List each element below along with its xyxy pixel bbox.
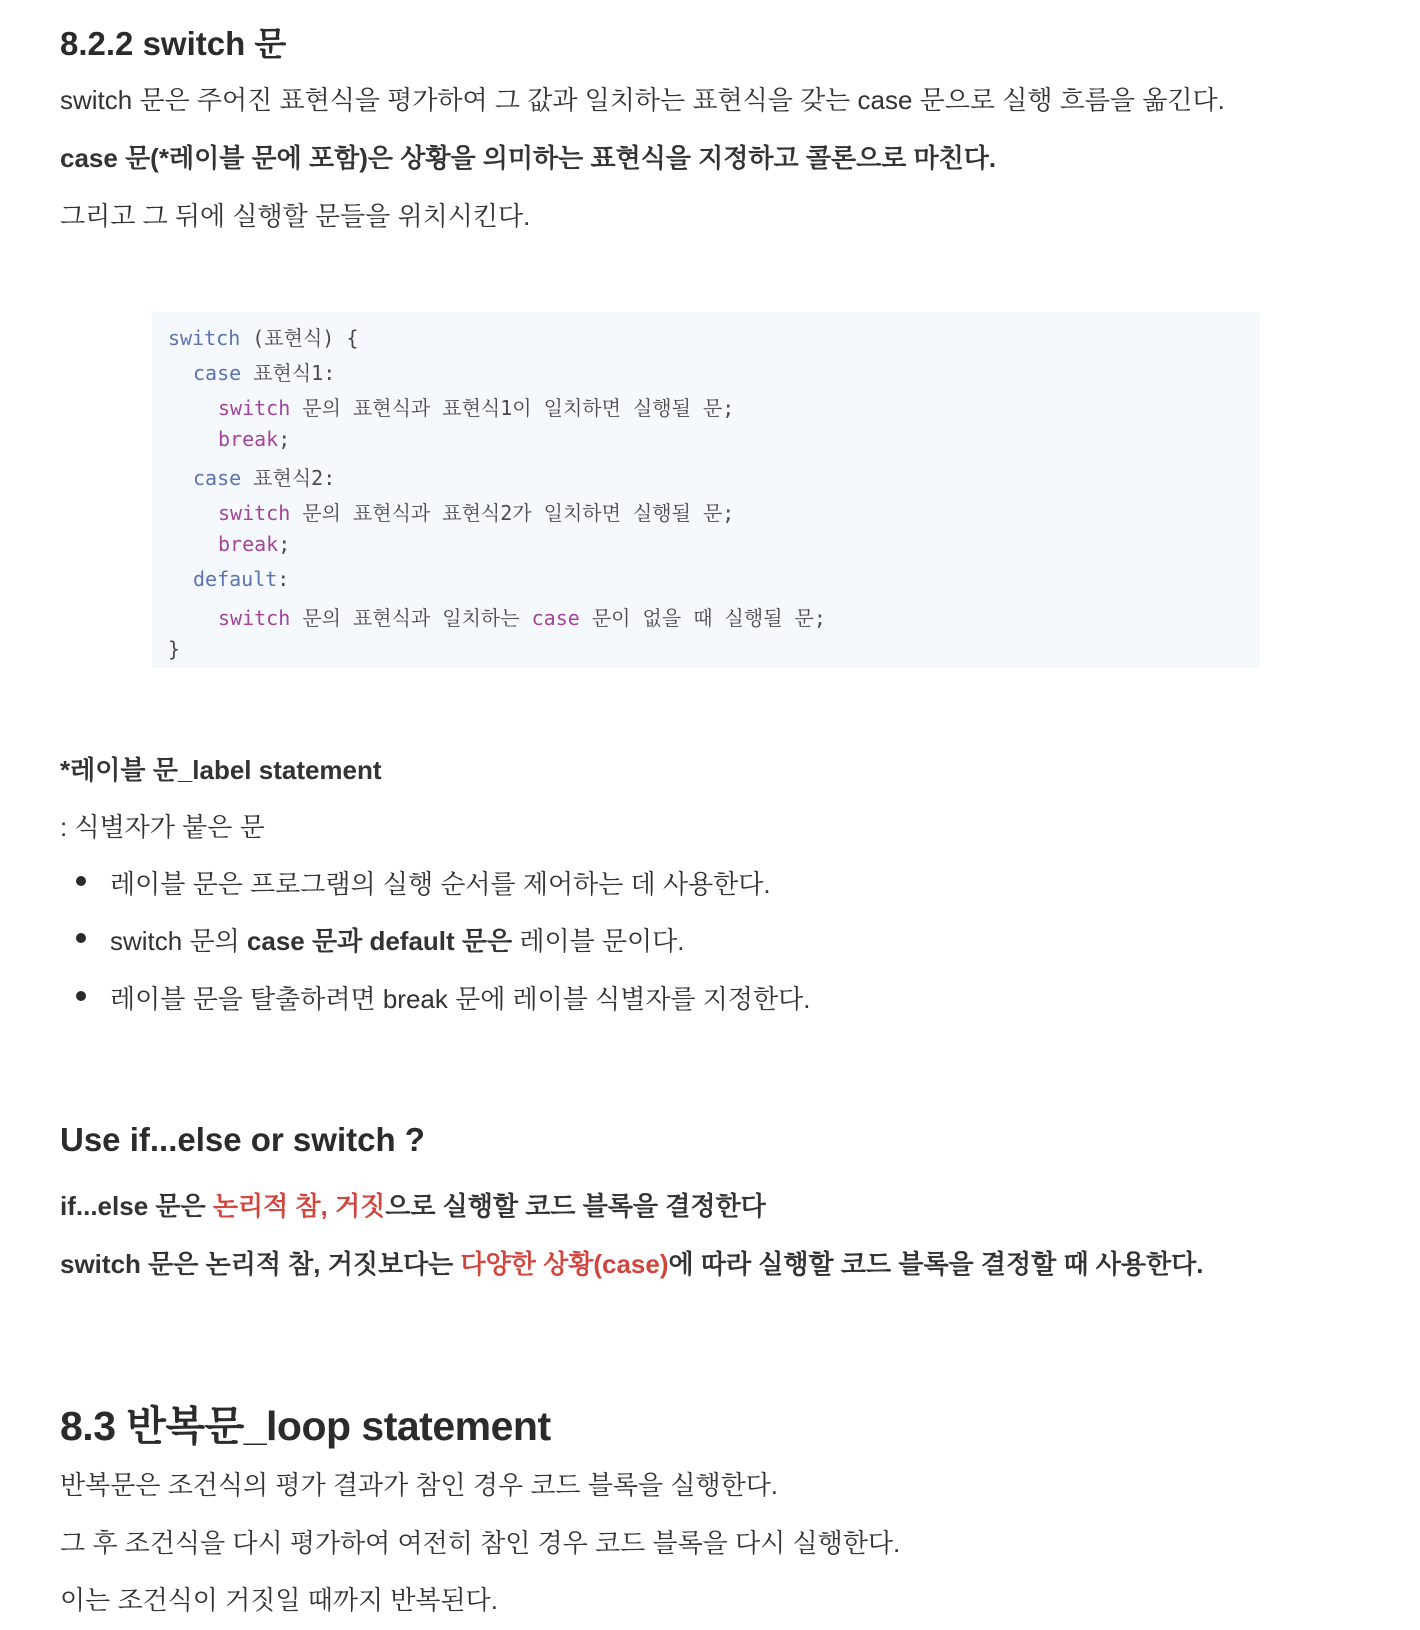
code-text: (표현식) { bbox=[240, 326, 359, 350]
if-else-text-end: 으로 실행할 코드 블록을 결정한다 bbox=[385, 1191, 766, 1221]
label-statement-title: *레이블 문_label statement bbox=[60, 755, 382, 785]
label-statement-definition: : 식별자가 붙은 문 bbox=[60, 812, 265, 842]
code-line-7 bbox=[218, 532, 290, 556]
code-text: ; bbox=[278, 532, 291, 556]
code-keyword: default bbox=[193, 567, 278, 591]
code-keyword: case bbox=[193, 466, 242, 490]
code-text: 문의 표현식과 표현식1이 일치하면 실행될 문; bbox=[290, 396, 735, 420]
bullet-item-2 bbox=[110, 921, 685, 958]
code-text: 문의 표현식과 표현식2가 일치하면 실행될 문; bbox=[290, 501, 735, 525]
bullet-2-text-end: 레이블 문이다. bbox=[512, 926, 685, 956]
paragraph-following-statements: 그리고 그 뒤에 실행할 문들을 위치시킨다. bbox=[60, 201, 531, 231]
bullet-2-bold-text: case 문과 default 문은 bbox=[246, 926, 513, 956]
code-line-6 bbox=[218, 497, 734, 526]
code-keyword: case bbox=[531, 606, 580, 630]
paragraph-case-statement: case 문(*레이블 문에 포함)은 상황을 의미하는 표현식을 지정하고 콜론으로 마친다. bbox=[60, 143, 997, 173]
code-keyword: break bbox=[218, 427, 279, 451]
code-text: 문의 표현식과 일치하는 bbox=[290, 606, 532, 630]
code-keyword: case bbox=[193, 361, 242, 385]
section-heading-8-3: 8.3 반복문_loop statement bbox=[60, 1403, 551, 1449]
code-keyword: switch bbox=[218, 396, 291, 420]
code-keyword: break bbox=[218, 532, 279, 556]
paragraph-switch-usage bbox=[60, 1244, 1204, 1281]
bullet-dot bbox=[76, 876, 86, 886]
code-line-2 bbox=[193, 357, 335, 386]
section-heading-use-if-else-or-switch: Use if...else or switch ? bbox=[60, 1121, 425, 1158]
code-text: ; bbox=[278, 427, 291, 451]
code-keyword: switch bbox=[218, 501, 291, 525]
paragraph-switch-intro: switch 문은 주어진 표현식을 평가하여 그 값과 일치하는 표현식을 갖는 case 문으로 실행 흐름을 옮긴다. bbox=[60, 85, 1225, 115]
switch-usage-text-end: 에 따라 실행할 코드 블록을 결정할 때 사용한다. bbox=[668, 1249, 1204, 1279]
bullet-2-text: switch 문의 bbox=[110, 926, 247, 956]
bullet-dot bbox=[76, 991, 86, 1001]
bullet-item-1: 레이블 문은 프로그램의 실행 순서를 제어하는 데 사용한다. bbox=[110, 869, 771, 899]
switch-usage-text: switch 문은 논리적 참, 거짓보다는 bbox=[60, 1249, 461, 1279]
code-line-1 bbox=[168, 322, 358, 351]
code-line-9 bbox=[218, 602, 826, 631]
code-text: : bbox=[277, 567, 290, 591]
paragraph-if-else bbox=[60, 1186, 766, 1223]
code-keyword: switch bbox=[218, 606, 291, 630]
bullet-dot bbox=[76, 933, 86, 943]
section-heading-8-2-2: 8.2.2 switch 문 bbox=[60, 25, 287, 62]
code-line-10: } bbox=[168, 637, 181, 661]
code-line-3 bbox=[218, 392, 734, 421]
code-keyword: switch bbox=[168, 326, 241, 350]
highlight-various-cases: 다양한 상황(case) bbox=[460, 1249, 669, 1279]
code-text: 문이 없을 때 실행될 문; bbox=[579, 606, 826, 630]
code-text: 표현식1: bbox=[241, 361, 336, 385]
paragraph-loop-1: 반복문은 조건식의 평가 결과가 참인 경우 코드 블록을 실행한다. bbox=[60, 1470, 779, 1500]
highlight-logical-true-false: 논리적 참, 거짓 bbox=[212, 1191, 386, 1221]
code-block bbox=[152, 312, 1260, 668]
code-line-4 bbox=[218, 427, 290, 451]
bullet-item-3: 레이블 문을 탈출하려면 break 문에 레이블 식별자를 지정한다. bbox=[110, 984, 811, 1014]
paragraph-loop-3: 이는 조건식이 거짓일 때까지 반복된다. bbox=[60, 1585, 498, 1615]
code-line-8 bbox=[193, 567, 289, 591]
paragraph-loop-2: 그 후 조건식을 다시 평가하여 여전히 참인 경우 코드 블록을 다시 실행한다. bbox=[60, 1528, 901, 1558]
if-else-text: if...else 문은 bbox=[60, 1191, 213, 1221]
code-line-5 bbox=[193, 462, 335, 491]
code-text: 표현식2: bbox=[241, 466, 336, 490]
